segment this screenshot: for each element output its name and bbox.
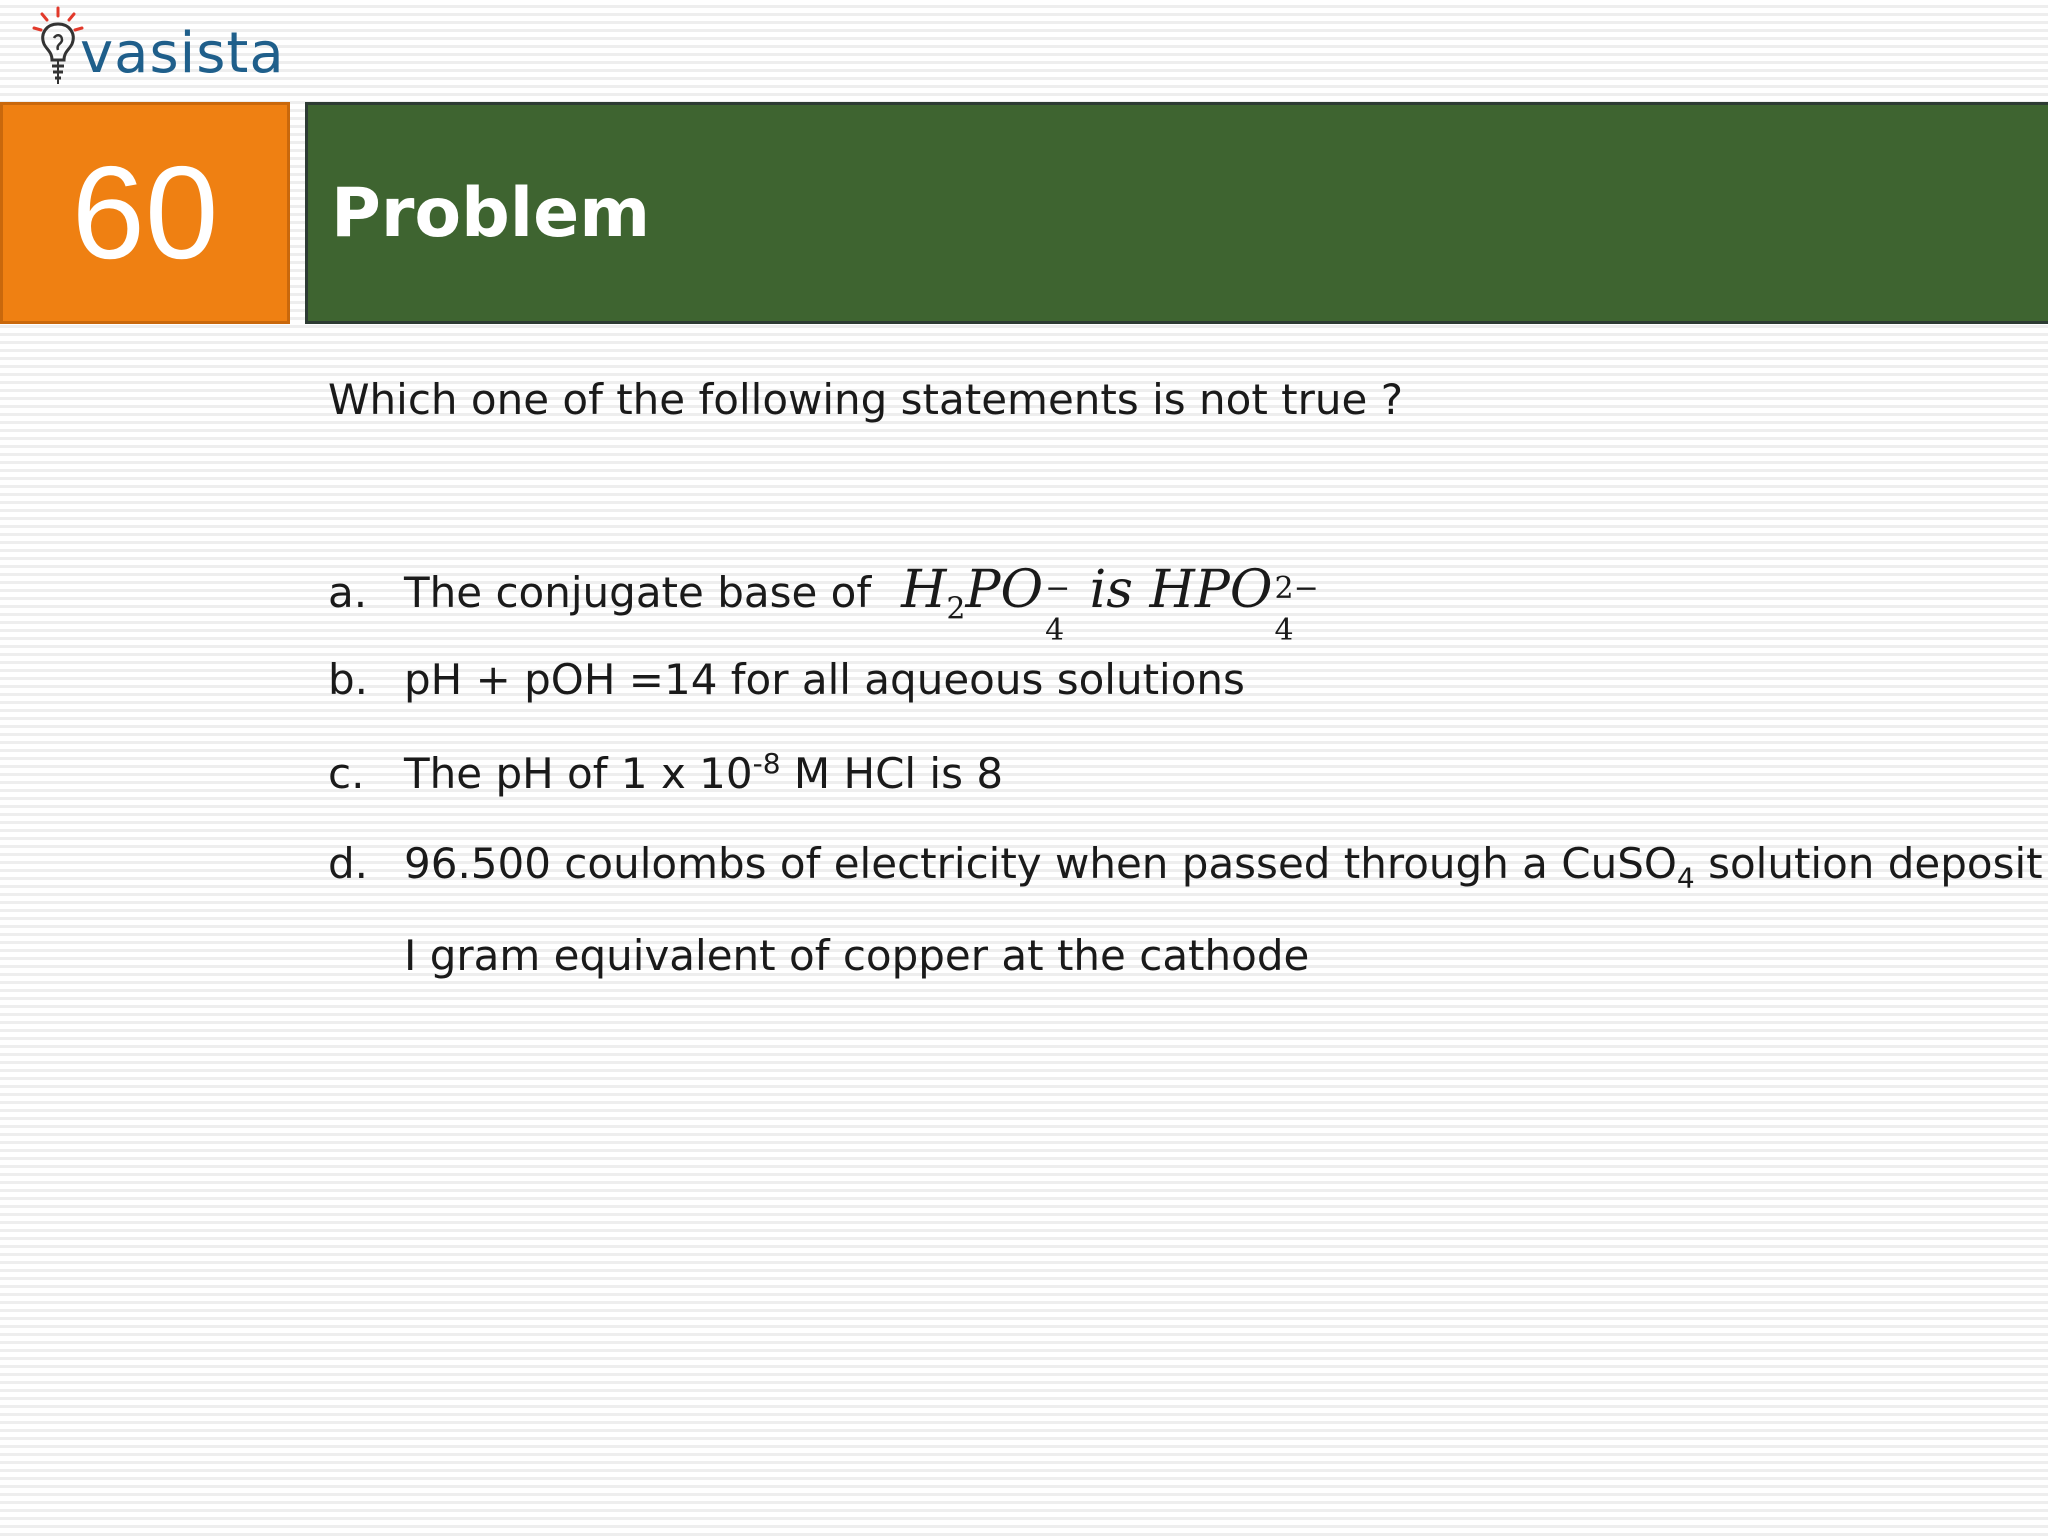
option-text: The pH of 1 x 10 bbox=[404, 749, 753, 798]
formula: $H_2PO$ − 4 is HPO 2− 4 bbox=[901, 560, 1319, 648]
option-text: pH + pOH =14 for all aqueous solutions bbox=[404, 655, 1245, 704]
option-text-end: M HCl is 8 bbox=[780, 749, 1004, 798]
option-b bbox=[328, 655, 1245, 704]
option-text: The conjugate base of bbox=[404, 568, 872, 617]
option-d-line2: I gram equivalent of copper at the cathode bbox=[404, 931, 1310, 980]
slide-title: Problem bbox=[331, 173, 651, 253]
vasista-logo bbox=[22, 4, 285, 96]
option-text-end: solution deposit bbox=[1694, 839, 2043, 888]
option-label: d. bbox=[328, 839, 369, 888]
slide-number: 60 bbox=[71, 139, 219, 286]
option-a bbox=[328, 560, 1319, 648]
slide-number-box bbox=[0, 102, 290, 324]
option-c bbox=[328, 747, 1003, 798]
option-label: b. bbox=[328, 655, 369, 704]
option-d bbox=[328, 839, 2043, 894]
option-label: c. bbox=[328, 749, 365, 798]
option-label: a. bbox=[328, 568, 368, 617]
subscript: 4 bbox=[1676, 861, 1695, 895]
question-text: Which one of the following statements is not true ? bbox=[328, 375, 1403, 424]
title-bar bbox=[305, 102, 2048, 324]
exponent: -8 bbox=[752, 747, 781, 780]
option-text: 96.500 coulombs of electricity when passed through a CuSO bbox=[404, 839, 1677, 888]
logo-text: vasista bbox=[80, 21, 285, 86]
